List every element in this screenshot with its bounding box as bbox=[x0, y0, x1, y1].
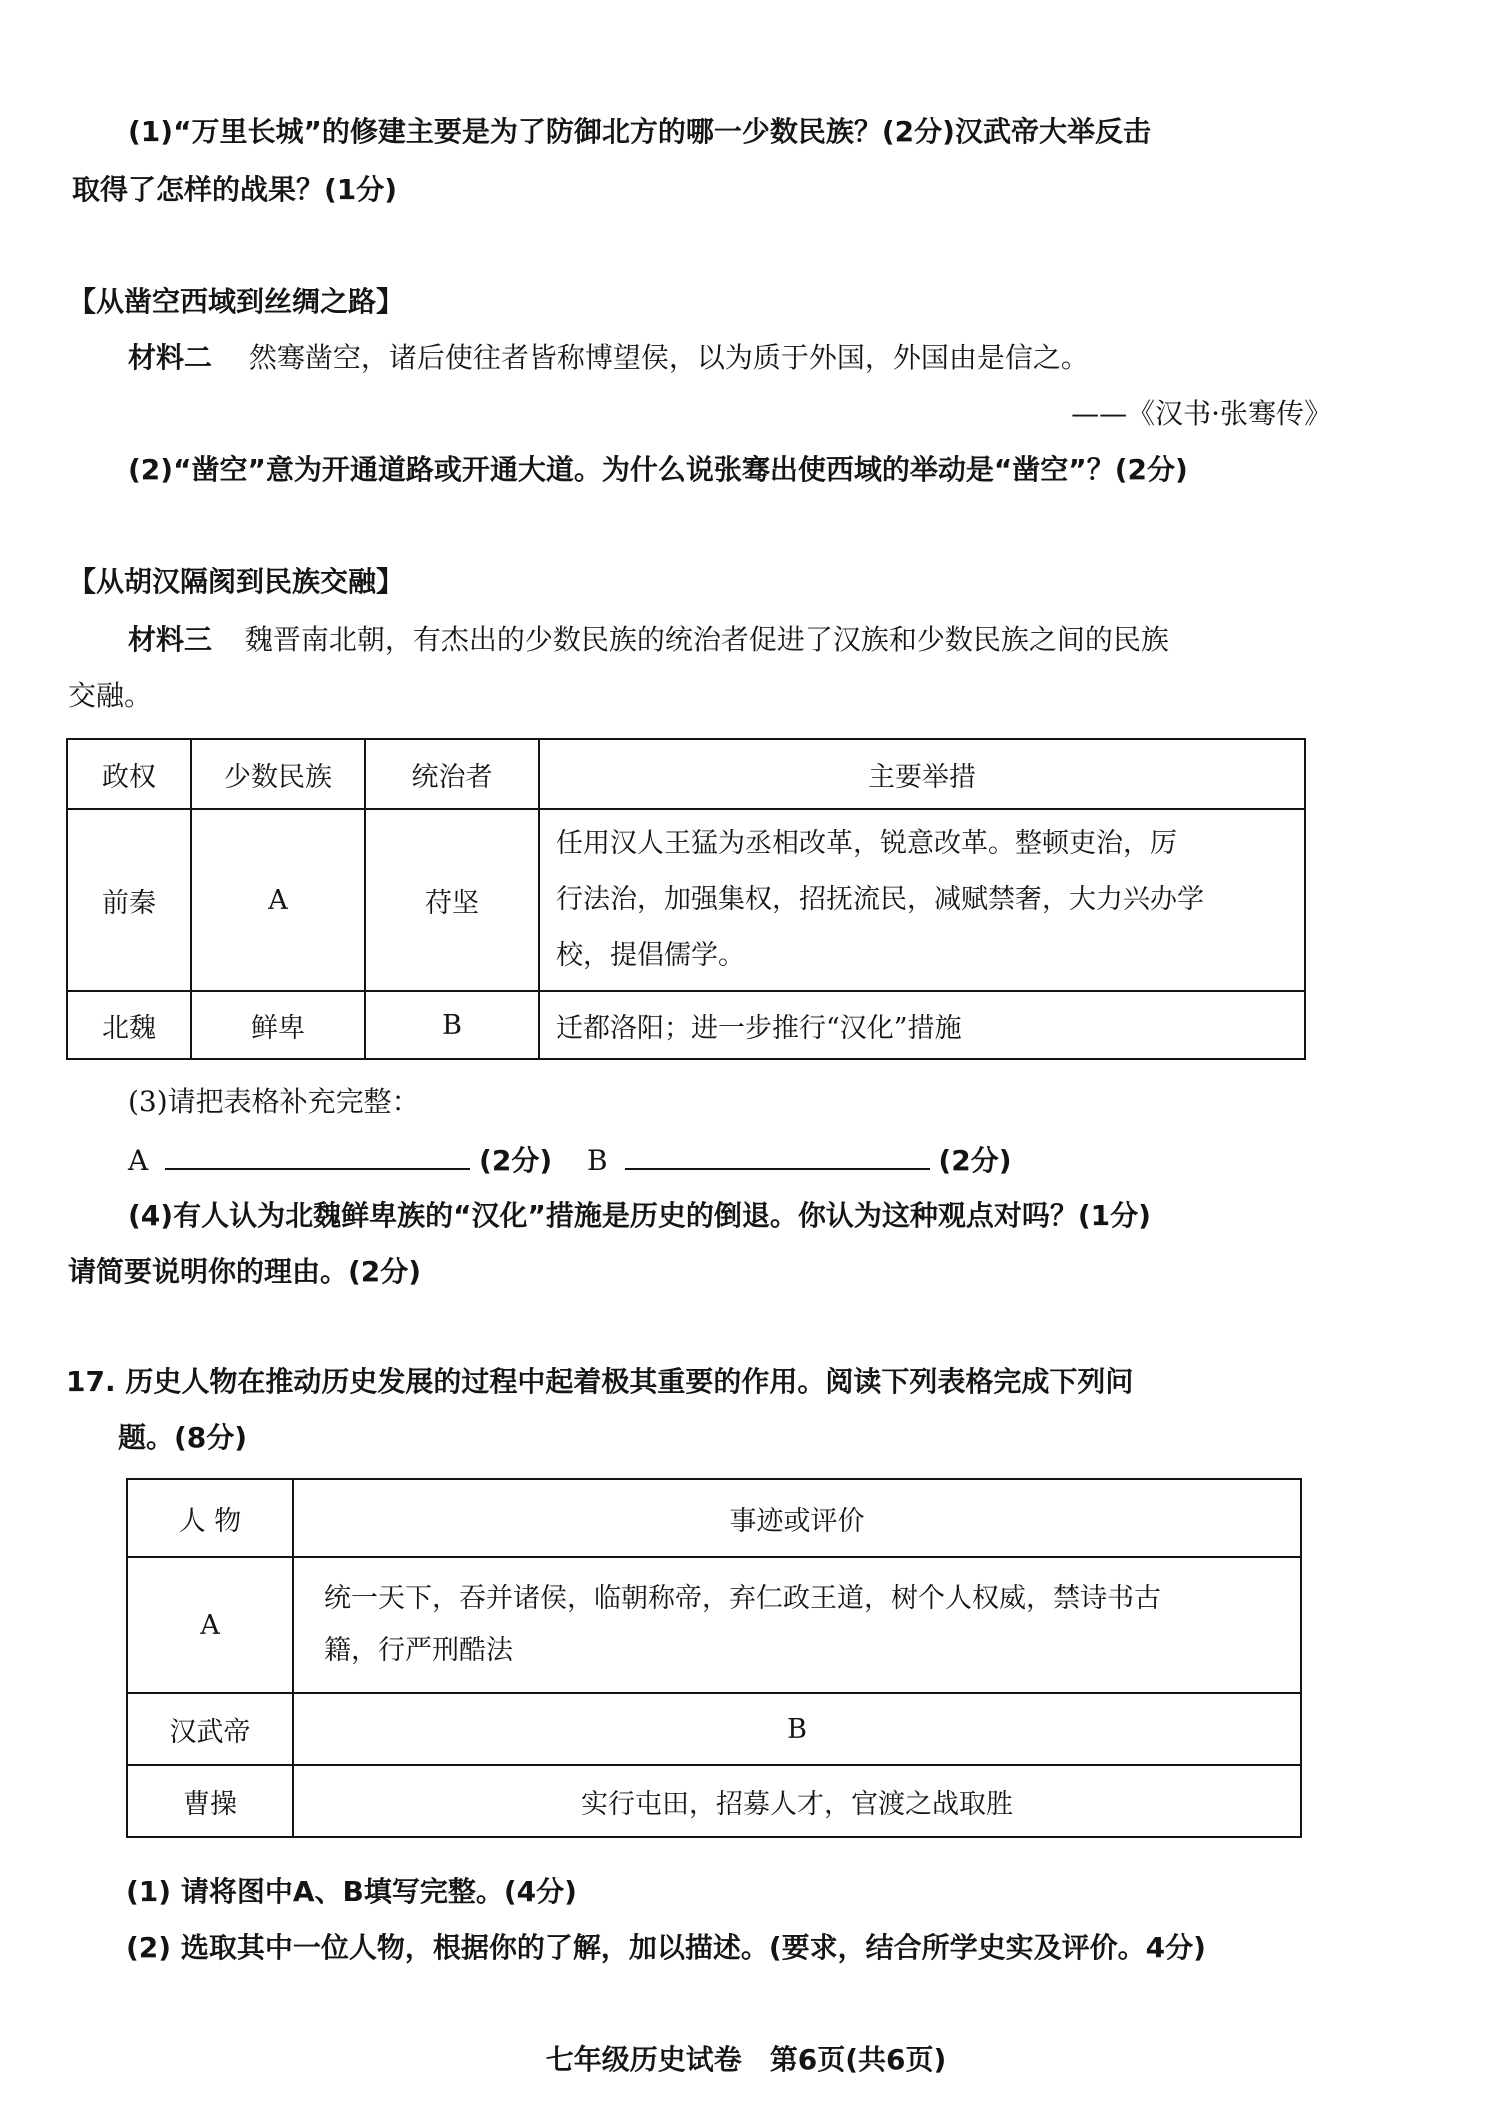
table-row bbox=[127, 1557, 1301, 1693]
cell-deeds: 实行屯田，招募人才，官渡之战取胜 bbox=[293, 1765, 1301, 1837]
cell-ruler: B bbox=[365, 991, 539, 1059]
person-table bbox=[126, 1478, 1302, 1838]
table-row bbox=[67, 991, 1305, 1059]
q16-part1-line2: 取得了怎样的战果？(1分) bbox=[72, 173, 398, 206]
regime-table bbox=[66, 738, 1306, 1060]
cell-deeds bbox=[293, 1557, 1301, 1693]
measures-line: 行法治，加强集权，招抚流民，减赋禁奢，大力兴办学 bbox=[556, 884, 1204, 915]
measures-line: 校，提倡儒学。 bbox=[556, 940, 745, 971]
cell-person: 汉武帝 bbox=[127, 1693, 293, 1765]
header-regime: 政权 bbox=[67, 739, 191, 809]
deeds-line: 籍，行严刑酷法 bbox=[324, 1635, 513, 1666]
header-deeds: 事迹或评价 bbox=[293, 1479, 1301, 1557]
material-2-source: ——《汉书·张骞传》 bbox=[1071, 397, 1332, 430]
cell-ethnic: A bbox=[191, 809, 365, 991]
header-ruler: 统治者 bbox=[365, 739, 539, 809]
q17-question-2: (2) 选取其中一位人物，根据你的了解，加以描述。(要求，结合所学史实及评价。4分) bbox=[126, 1931, 1206, 1964]
cell-measures: 迁都洛阳；进一步推行“汉化”措施 bbox=[539, 991, 1305, 1059]
measures-line: 任用汉人王猛为丞相改革，锐意改革。整顿吏治，厉 bbox=[556, 828, 1177, 859]
material-3-label: 材料三 bbox=[128, 623, 213, 656]
page-footer: 七年级历史试卷 第6页(共6页) bbox=[545, 2043, 947, 2076]
table-row bbox=[127, 1693, 1301, 1765]
material-3-line2: 交融。 bbox=[68, 679, 153, 712]
blank-a-label: A bbox=[128, 1144, 149, 1177]
header-ethnic: 少数民族 bbox=[191, 739, 365, 809]
header-person: 人 物 bbox=[127, 1479, 293, 1557]
material-3-line1 bbox=[128, 620, 1169, 660]
question-4-line2: 请简要说明你的理由。(2分) bbox=[68, 1255, 422, 1288]
header-measures: 主要举措 bbox=[539, 739, 1305, 809]
blank-b-input[interactable] bbox=[625, 1138, 930, 1170]
cell-regime: 北魏 bbox=[67, 991, 191, 1059]
question-3: (3)请把表格补充完整： bbox=[128, 1085, 420, 1118]
blank-a-points: (2分) bbox=[479, 1144, 553, 1177]
section-heading-integration: 【从胡汉隔阂到民族交融】 bbox=[68, 565, 405, 598]
question-2: (2)“凿空”意为开通道路或开通大道。为什么说张骞出使西域的举动是“凿空”？(2分) bbox=[128, 453, 1188, 486]
blank-a-input[interactable] bbox=[165, 1138, 470, 1170]
q17-question-1: (1) 请将图中A、B填写完整。(4分) bbox=[126, 1875, 577, 1908]
material-2 bbox=[128, 338, 1089, 378]
cell-measures bbox=[539, 809, 1305, 991]
blank-b-points: (2分) bbox=[938, 1144, 1012, 1177]
person-table-header-row bbox=[127, 1479, 1301, 1557]
q17-stem-line1: 17. 历史人物在推动历史发展的过程中起着极其重要的作用。阅读下列表格完成下列问 bbox=[66, 1365, 1134, 1398]
table-row bbox=[67, 809, 1305, 991]
q16-part1-line1: (1)“万里长城”的修建主要是为了防御北方的哪一少数民族？(2分)汉武帝大举反击 bbox=[128, 115, 1151, 148]
table-row bbox=[127, 1765, 1301, 1837]
q17-stem-line2: 题。(8分) bbox=[118, 1421, 248, 1454]
cell-ruler: 苻坚 bbox=[365, 809, 539, 991]
cell-person: A bbox=[127, 1557, 293, 1693]
regime-table-header-row bbox=[67, 739, 1305, 809]
cell-ethnic: 鲜卑 bbox=[191, 991, 365, 1059]
cell-regime: 前秦 bbox=[67, 809, 191, 991]
material-2-text: 然骞凿空，诸后使往者皆称博望侯，以为质于外国，外国由是信之。 bbox=[248, 341, 1089, 374]
question-4-line1: (4)有人认为北魏鲜卑族的“汉化”措施是历史的倒退。你认为这种观点对吗？(1分) bbox=[128, 1199, 1151, 1232]
deeds-line: 统一天下，吞并诸侯，临朝称帝，弃仁政王道，树个人权威，禁诗书古 bbox=[324, 1583, 1161, 1614]
cell-deeds: B bbox=[293, 1693, 1301, 1765]
material-3-text: 魏晋南北朝，有杰出的少数民族的统治者促进了汉族和少数民族之间的民族 bbox=[244, 623, 1169, 656]
blank-b-label: B bbox=[587, 1144, 608, 1177]
cell-person: 曹操 bbox=[127, 1765, 293, 1837]
question-3-blanks bbox=[128, 1138, 1012, 1181]
section-heading-silk-road: 【从凿空西域到丝绸之路】 bbox=[68, 285, 405, 318]
material-2-label: 材料二 bbox=[128, 341, 213, 374]
